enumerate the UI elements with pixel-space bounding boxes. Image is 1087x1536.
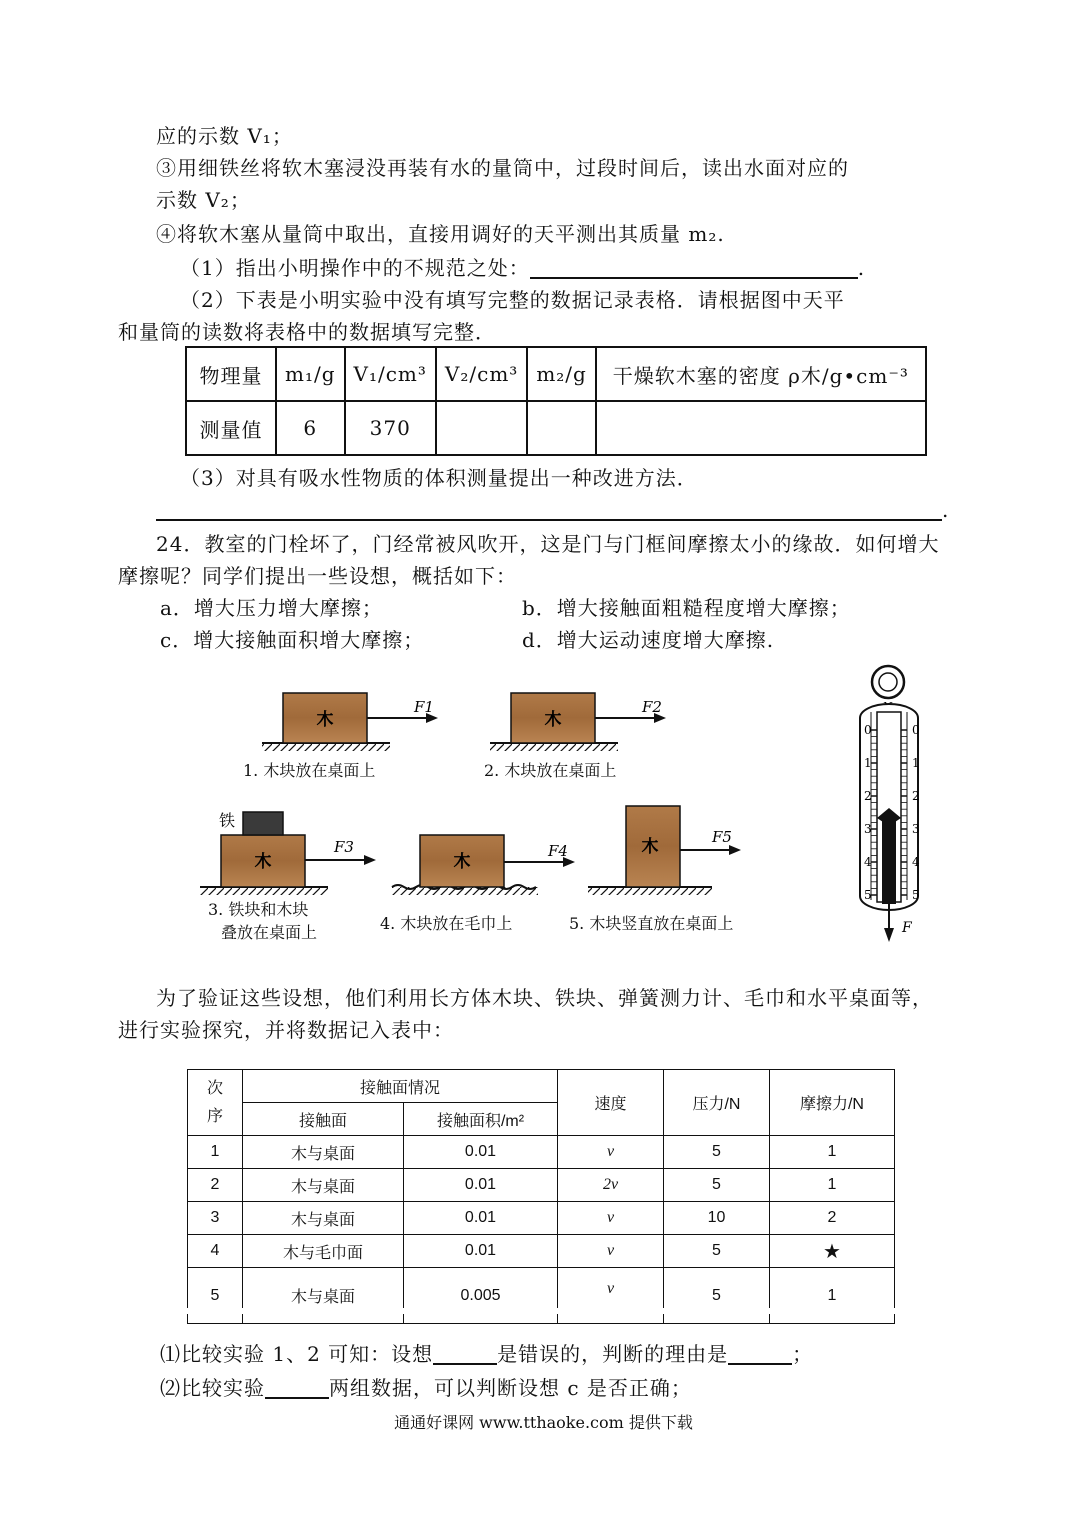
scale-tick-label: 2 [864,789,872,803]
force-label: F3 [334,838,354,856]
answer-blank-groups[interactable] [265,1397,329,1399]
scale-tick-label: 0 [912,723,920,737]
wood-label: 木 [641,837,659,857]
header-order [188,1070,243,1136]
question-3-end: . [942,498,950,522]
cell-pressure: 5 [664,1169,770,1202]
wood-label: 木 [544,710,562,730]
cell-area: 0.01 [404,1136,558,1169]
wood-label: 木 [453,852,471,872]
caption-1: 1. 木块放在桌面上 [243,761,376,780]
iron-block [243,812,283,835]
answer-blank-hypothesis[interactable] [433,1363,497,1365]
header-surface: 接触面 [243,1103,404,1136]
scale-tick-label: 0 [864,723,872,737]
experiment-figure [0,650,1087,950]
cell-friction: 2 [770,1202,895,1235]
header-contact: 接触面情况 [243,1070,558,1103]
cell-pressure: 5 [664,1136,770,1169]
scale-tick-label: 3 [864,822,872,836]
record-table-value-row [186,401,926,455]
header-cell: V₁/cm³ [345,347,436,401]
header-cell: 物理量 [186,347,276,401]
option-b: b．增大接触面粗糙程度增大摩擦； [522,596,851,620]
cell-surface: 木与桌面 [243,1202,404,1235]
header-speed: 速度 [558,1070,664,1136]
scale-tick-label: 4 [912,855,920,869]
figure-2 [490,693,666,751]
answer-blank-1[interactable] [530,277,858,279]
cell-pressure: 5 [664,1235,770,1268]
cell-surface: 木与毛巾面 [243,1235,404,1268]
answer-1-text-c: ； [792,1342,814,1366]
cell-area: 0.01 [404,1235,558,1268]
question-3-text: （3）对具有吸水性物质的体积测量提出一种改进方法． [180,466,698,490]
answer-2-text-a: ⑵比较实验 [160,1376,265,1400]
caption-2: 2. 木块放在桌面上 [484,761,617,780]
question-2-line-b: 和量筒的读数将表格中的数据填写完整． [118,320,496,344]
record-table [185,346,927,456]
force-label: F4 [548,842,568,860]
table-row [188,1202,895,1235]
figure-1 [262,693,438,751]
answer-blank-3[interactable] [156,519,942,521]
cell-area: 0.01 [404,1202,558,1235]
header-order-1: 次 [206,1079,223,1097]
table-row [188,1235,895,1268]
question-1-text: （1）指出小明操作中的不规范之处： [180,256,530,280]
value-cell: 370 [345,401,436,455]
cell-order: 4 [188,1235,243,1268]
scale-tick-label: 3 [912,822,920,836]
cell-speed: v [558,1235,664,1268]
caption-3b: 叠放在桌面上 [221,923,318,942]
question-3-answer [156,498,949,522]
value-cell[interactable] [436,401,527,455]
table-bottom-mask [180,1308,910,1314]
option-c: c．增大接触面积增大摩擦； [160,628,425,652]
scale-tick-label: 5 [864,888,872,902]
table-row [188,1169,895,1202]
scale-tick-label: 2 [912,789,920,803]
cell-surface: 木与桌面 [243,1136,404,1169]
cell-order: 1 [188,1136,243,1169]
answer-blank-reason[interactable] [728,1363,792,1365]
table-header-row [188,1070,895,1103]
scale-tick-label: 5 [912,888,920,902]
answer-line-2 [160,1376,692,1400]
cell-friction: 1 [770,1136,895,1169]
header-cell: 干燥软木塞的密度 ρ木/g•cm⁻³ [596,347,926,401]
cell-speed: v [558,1202,664,1235]
answer-line-1 [160,1342,813,1366]
answer-1-text-a: ⑴比较实验 1、2 可知：设想 [160,1342,434,1366]
value-cell[interactable] [527,401,596,455]
option-a: a．增大压力增大摩擦； [160,596,383,620]
q24-line-b: 摩擦呢？同学们提出一些设想，概括如下： [118,564,517,588]
cell-surface: 木与桌面 [243,1268,404,1324]
answer-1-text-b: 是错误的，判断的理由是 [497,1342,729,1366]
cell-order: 3 [188,1202,243,1235]
value-cell: 测量值 [186,401,276,455]
paragraph-line-1: 为了验证这些设想，他们利用长方体木块、铁块、弹簧测力计、毛巾和水平桌面等， [156,986,933,1010]
force-label: F2 [642,698,662,716]
cell-area: 0.01 [404,1169,558,1202]
scale-tick-label: 4 [864,855,872,869]
friction-data-table [187,1069,895,1324]
question-2-line-a: （2）下表是小明实验中没有填写完整的数据记录表格．请根据图中天平 [180,288,845,312]
text-line-1: 应的示数 V₁； [156,124,293,148]
text-line-2: ③用细铁丝将软木塞浸没再装有水的量筒中，过段时间后，读出水面对应的 [156,156,849,180]
question-1-end: . [857,256,866,280]
cell-order: 5 [188,1268,243,1324]
cell-pressure: 5 [664,1268,770,1324]
q24-line-a: 24．教室的门栓坏了，门经常被风吹开，这是门与门框间摩擦太小的缘故．如何增大 [156,532,940,556]
force-label: F5 [712,828,732,846]
spring-scale [860,666,920,942]
header-order-2: 序 [206,1107,223,1125]
question-1-line [180,256,865,280]
record-table-header-row [186,347,926,401]
cell-friction-star: ★ [770,1235,895,1268]
cell-order: 2 [188,1169,243,1202]
cell-surface: 木与桌面 [243,1169,404,1202]
cell-friction: 1 [770,1169,895,1202]
force-label: F1 [414,698,434,716]
wood-label: 木 [316,710,334,730]
cell-speed: v [558,1268,664,1324]
scale-tick-label: 1 [912,756,920,770]
table-row [188,1136,895,1169]
caption-4: 4. 木块放在毛巾上 [380,914,513,933]
caption-3a: 3. 铁块和木块 [208,900,309,919]
scale-tick-label: 1 [864,756,872,770]
table-row [188,1268,895,1324]
header-cell: V₂/cm³ [436,347,527,401]
page-footer: 通通好课网 www.tthaoke.com 提供下载 [394,1413,693,1432]
figure-5 [588,806,741,895]
figure-3 [200,811,376,895]
iron-label: 铁 [219,811,236,830]
text-line-4: ④将软木塞从量筒中取出，直接用调好的天平测出其质量 m₂. [156,222,725,246]
header-pressure: 压力/N [664,1070,770,1136]
figure-4 [392,835,575,895]
header-cell: m₂/g [527,347,596,401]
cell-pressure: 10 [664,1202,770,1235]
header-cell: m₁/g [276,347,345,401]
cell-speed: 2v [558,1169,664,1202]
cell-friction: 1 [770,1268,895,1324]
paragraph-line-2: 进行实验探究，并将数据记入表中： [118,1018,454,1042]
value-cell[interactable] [596,401,926,455]
wood-label: 木 [254,852,272,872]
header-area: 接触面积/m² [404,1103,558,1136]
value-cell: 6 [276,401,345,455]
cell-area: 0.005 [404,1268,558,1324]
cell-speed: v [558,1136,664,1169]
option-d: d．增大运动速度增大摩擦. [522,628,775,652]
text-line-3: 示数 V₂； [156,188,251,212]
scale-force-label: F [902,920,912,936]
caption-5: 5. 木块竖直放在桌面上 [569,914,734,933]
answer-2-text-b: 两组数据，可以判断设想 c 是否正确； [329,1376,692,1400]
header-friction: 摩擦力/N [770,1070,895,1136]
